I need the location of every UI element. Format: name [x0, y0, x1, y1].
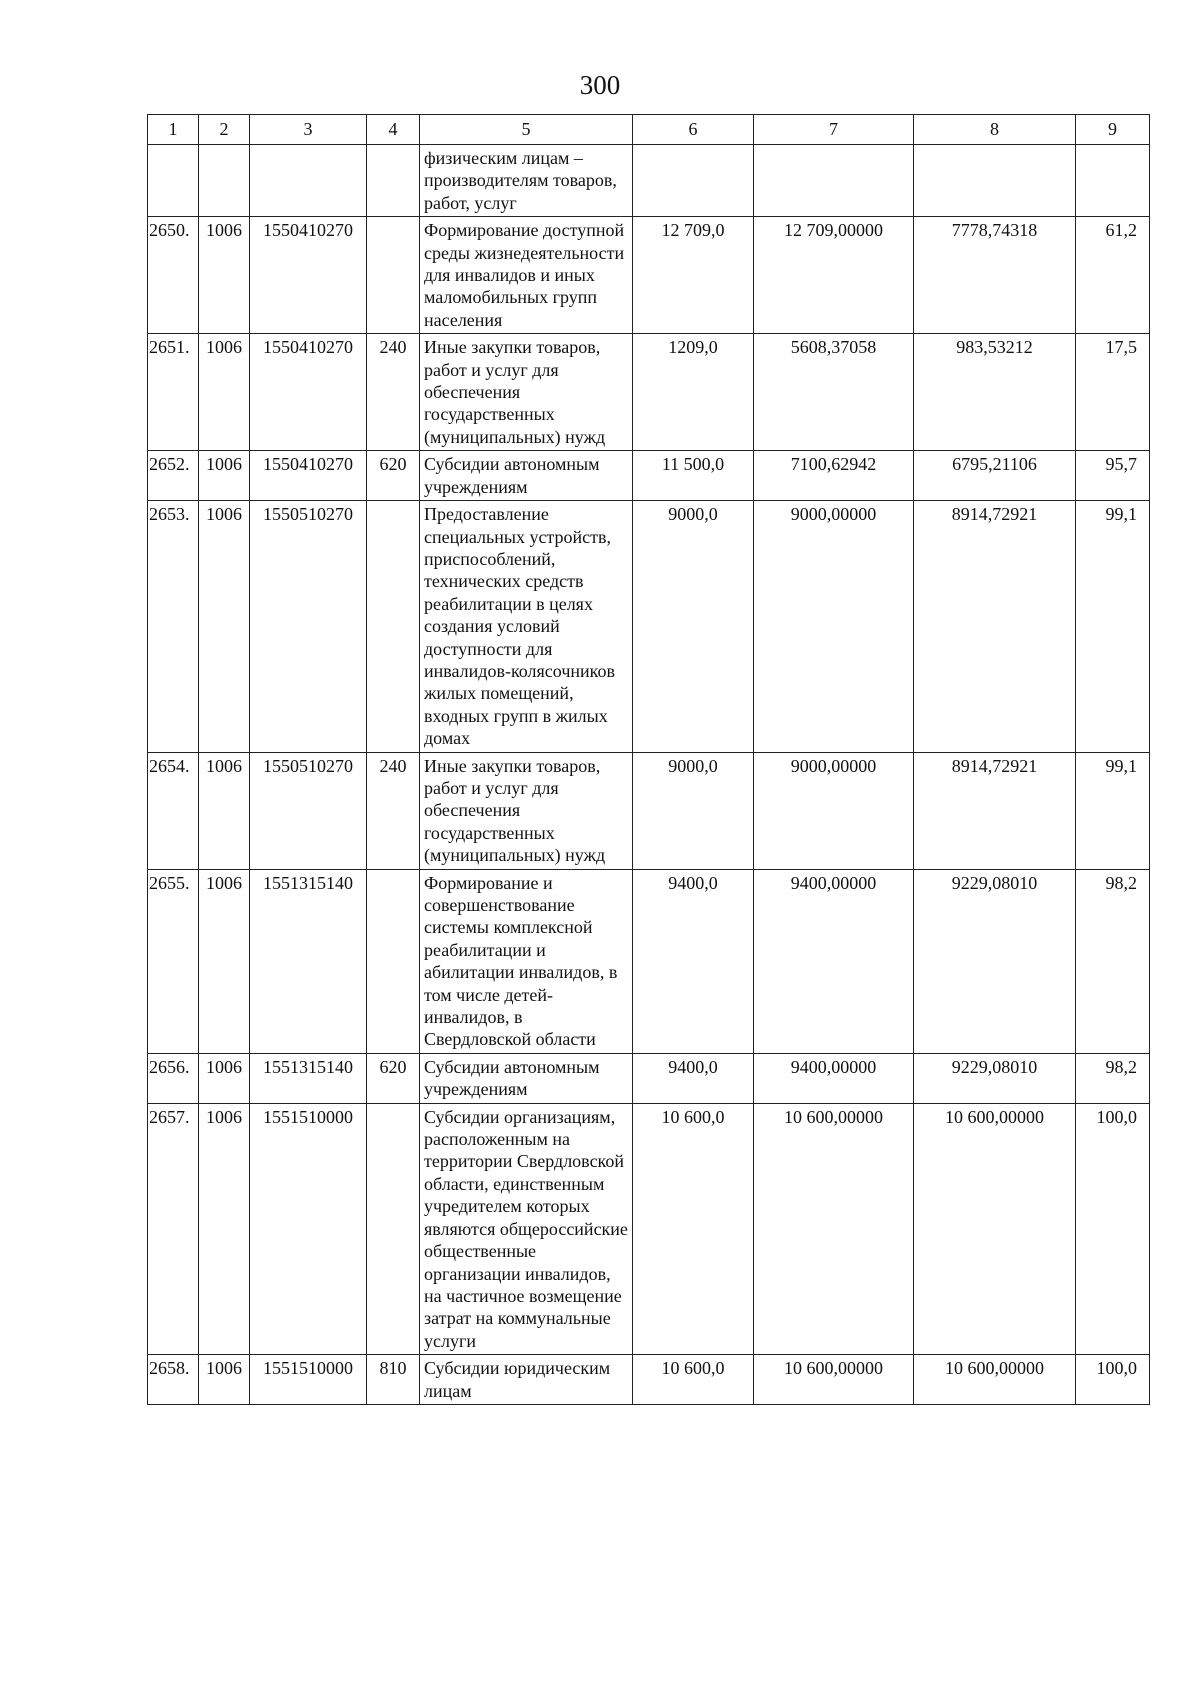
- target-code-cell: 1550410270: [250, 217, 367, 334]
- column-header: 8: [914, 115, 1076, 145]
- row-number-cell: 2654.: [148, 752, 199, 869]
- section-code-cell: 1006: [199, 1053, 250, 1103]
- budget-amount-cell: 10 600,00000: [754, 1355, 914, 1405]
- planned-amount-cell: 12 709,0: [633, 217, 754, 334]
- description-cell: физическим лицам – производителям товаров, работ, услуг: [420, 145, 633, 217]
- section-code-cell: 1006: [199, 752, 250, 869]
- budget-amount-cell: 9400,00000: [754, 869, 914, 1053]
- target-code-cell: 1550510270: [250, 501, 367, 752]
- executed-amount-cell: 6795,21106: [914, 451, 1076, 501]
- table-row: [148, 1053, 1150, 1103]
- executed-amount-cell: 983,53212: [914, 334, 1076, 451]
- percent-cell: 98,2: [1076, 869, 1150, 1053]
- section-code-cell: 1006: [199, 451, 250, 501]
- column-header: 1: [148, 115, 199, 145]
- expense-type-cell: 810: [367, 1355, 420, 1405]
- column-header: 9: [1076, 115, 1150, 145]
- row-number-cell: 2658.: [148, 1355, 199, 1405]
- planned-amount-cell: [633, 145, 754, 217]
- executed-amount-cell: 8914,72921: [914, 501, 1076, 752]
- section-code-cell: [199, 145, 250, 217]
- budget-amount-cell: 12 709,00000: [754, 217, 914, 334]
- target-code-cell: 1550410270: [250, 334, 367, 451]
- column-header: 4: [367, 115, 420, 145]
- planned-amount-cell: 1209,0: [633, 334, 754, 451]
- section-code-cell: 1006: [199, 1103, 250, 1354]
- planned-amount-cell: 9400,0: [633, 1053, 754, 1103]
- percent-cell: [1076, 145, 1150, 217]
- description-cell: Иные закупки товаров, работ и услуг для обеспечения государственных (муниципальных) нужд: [420, 334, 633, 451]
- expense-type-cell: 620: [367, 1053, 420, 1103]
- row-number-cell: 2655.: [148, 869, 199, 1053]
- section-code-cell: 1006: [199, 501, 250, 752]
- table-row: [148, 869, 1150, 1053]
- description-cell: Субсидии автономным учреждениям: [420, 1053, 633, 1103]
- row-number-cell: 2653.: [148, 501, 199, 752]
- description-cell: Субсидии автономным учреждениям: [420, 451, 633, 501]
- column-header: 3: [250, 115, 367, 145]
- row-number-cell: 2652.: [148, 451, 199, 501]
- executed-amount-cell: 9229,08010: [914, 869, 1076, 1053]
- expense-type-cell: [367, 217, 420, 334]
- percent-cell: 98,2: [1076, 1053, 1150, 1103]
- expense-type-cell: [367, 869, 420, 1053]
- target-code-cell: 1551510000: [250, 1355, 367, 1405]
- row-number-cell: 2657.: [148, 1103, 199, 1354]
- planned-amount-cell: 9400,0: [633, 869, 754, 1053]
- expense-type-cell: [367, 1103, 420, 1354]
- percent-cell: 100,0: [1076, 1355, 1150, 1405]
- budget-amount-cell: 5608,37058: [754, 334, 914, 451]
- planned-amount-cell: 11 500,0: [633, 451, 754, 501]
- row-number-cell: 2656.: [148, 1053, 199, 1103]
- budget-amount-cell: 9000,00000: [754, 501, 914, 752]
- executed-amount-cell: 10 600,00000: [914, 1355, 1076, 1405]
- section-code-cell: 1006: [199, 1355, 250, 1405]
- row-number-cell: [148, 145, 199, 217]
- page-number: 300: [579, 70, 621, 100]
- budget-table: [147, 114, 1150, 1405]
- section-code-cell: 1006: [199, 217, 250, 334]
- executed-amount-cell: 9229,08010: [914, 1053, 1076, 1103]
- description-cell: Формирование и совершенствование системы комплексной реабилитации и абилитации инвалидов, в том числе детей-инвалидов, в Свердловской области: [420, 869, 633, 1053]
- target-code-cell: 1550410270: [250, 451, 367, 501]
- description-cell: Формирование доступной среды жизнедеятельности для инвалидов и иных маломобильных групп населения: [420, 217, 633, 334]
- executed-amount-cell: 7778,74318: [914, 217, 1076, 334]
- budget-amount-cell: 10 600,00000: [754, 1103, 914, 1354]
- budget-amount-cell: 7100,62942: [754, 451, 914, 501]
- expense-type-cell: 240: [367, 334, 420, 451]
- planned-amount-cell: 9000,0: [633, 752, 754, 869]
- expense-type-cell: 240: [367, 752, 420, 869]
- executed-amount-cell: 10 600,00000: [914, 1103, 1076, 1354]
- target-code-cell: 1551510000: [250, 1103, 367, 1354]
- column-header: 7: [754, 115, 914, 145]
- target-code-cell: [250, 145, 367, 217]
- percent-cell: 99,1: [1076, 501, 1150, 752]
- target-code-cell: 1550510270: [250, 752, 367, 869]
- executed-amount-cell: [914, 145, 1076, 217]
- planned-amount-cell: 10 600,0: [633, 1103, 754, 1354]
- column-header: 5: [420, 115, 633, 145]
- target-code-cell: 1551315140: [250, 1053, 367, 1103]
- percent-cell: 99,1: [1076, 752, 1150, 869]
- executed-amount-cell: 8914,72921: [914, 752, 1076, 869]
- table-row: [148, 1355, 1150, 1405]
- table-row: [148, 501, 1150, 752]
- description-cell: Субсидии юридическим лицам: [420, 1355, 633, 1405]
- planned-amount-cell: 10 600,0: [633, 1355, 754, 1405]
- description-cell: Субсидии организациям, расположенным на территории Свердловской области, единственным учредителем которых являются общероссийские общественные организации инвалидов, на частичное возмещение затрат на коммунальные услуги: [420, 1103, 633, 1354]
- table-row: [148, 752, 1150, 869]
- expense-type-cell: 620: [367, 451, 420, 501]
- table-row: [148, 1103, 1150, 1354]
- expense-type-cell: [367, 145, 420, 217]
- table-row: [148, 145, 1150, 217]
- table-header-row: [148, 115, 1150, 145]
- table-row: [148, 217, 1150, 334]
- budget-amount-cell: 9000,00000: [754, 752, 914, 869]
- budget-amount-cell: [754, 145, 914, 217]
- budget-amount-cell: 9400,00000: [754, 1053, 914, 1103]
- section-code-cell: 1006: [199, 869, 250, 1053]
- percent-cell: 17,5: [1076, 334, 1150, 451]
- description-cell: Иные закупки товаров, работ и услуг для обеспечения государственных (муниципальных) нужд: [420, 752, 633, 869]
- column-header: 6: [633, 115, 754, 145]
- percent-cell: 100,0: [1076, 1103, 1150, 1354]
- row-number-cell: 2650.: [148, 217, 199, 334]
- planned-amount-cell: 9000,0: [633, 501, 754, 752]
- section-code-cell: 1006: [199, 334, 250, 451]
- table-row: [148, 334, 1150, 451]
- target-code-cell: 1551315140: [250, 869, 367, 1053]
- expense-type-cell: [367, 501, 420, 752]
- row-number-cell: 2651.: [148, 334, 199, 451]
- description-cell: Предоставление специальных устройств, приспособлений, технических средств реабилитации в целях создания условий доступности для инвалидов-колясочников жилых помещений, входных групп в жилых домах: [420, 501, 633, 752]
- percent-cell: 95,7: [1076, 451, 1150, 501]
- percent-cell: 61,2: [1076, 217, 1150, 334]
- column-header: 2: [199, 115, 250, 145]
- table-row: [148, 451, 1150, 501]
